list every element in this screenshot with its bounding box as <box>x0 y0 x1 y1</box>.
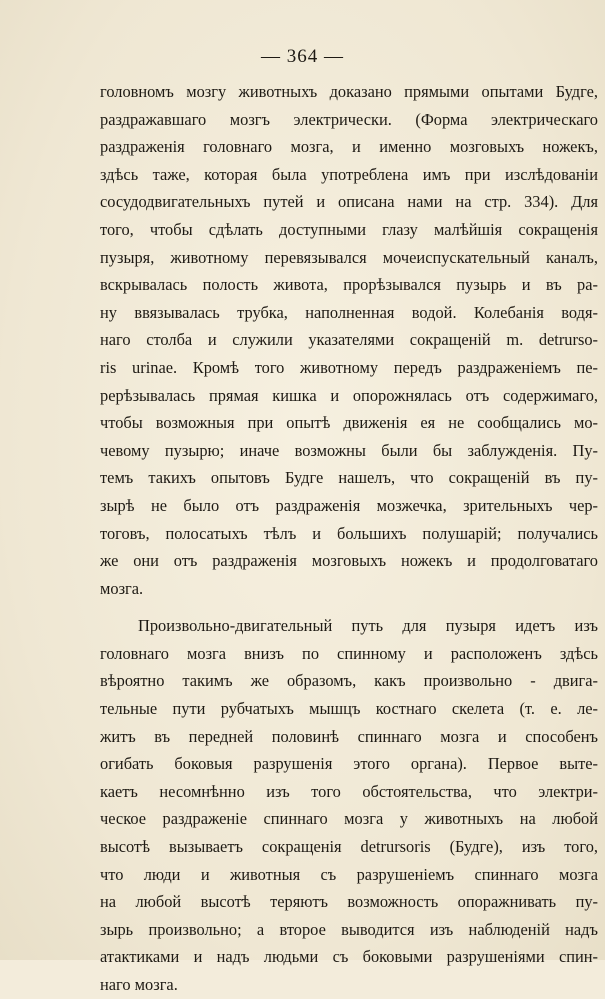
text-line: житъ въ передней половинѣ спиннаго мозга и способенъ <box>100 726 598 746</box>
text-line: тельные пути рубчатыхъ мышцъ костнаго скелета (т. е. ле- <box>100 699 598 719</box>
text-line: каетъ несомнѣнно изъ того обстоятельства, что электри- <box>100 781 598 801</box>
text-line: наго мозга. <box>100 975 178 994</box>
text-line: чтобы возможныя при опытѣ движенія ея не сообщались мо- <box>100 413 598 433</box>
text-line: тоговъ, полосатыхъ тѣлъ и большихъ полушарій; получались <box>100 523 598 543</box>
text-line: ческое раздраженіе спиннаго мозга у животныхъ на любой <box>100 809 598 829</box>
text-line: ну ввязывалась трубка, наполненная водой. Колебанія водя- <box>100 302 598 322</box>
text-line: здѣсь таже, которая была употреблена имъ при изслѣдованіи <box>100 164 598 184</box>
text-line: раздражавшаго мозгъ электрически. (Форма электрическаго <box>100 109 598 129</box>
text-line: раздраженія головнаго мозга, и именно мозговыхъ ножекъ, <box>100 137 598 157</box>
text-line: головнаго мозга внизъ по спинному и расположенъ здѣсь <box>100 643 598 663</box>
text-line: рерѣзывалась прямая кишка и опорожнялась отъ содержимаго, <box>100 385 598 405</box>
text-line: чевому пузырю; иначе возможны были бы заблужденія. Пу- <box>100 440 598 460</box>
text-line: пузыря, животному перевязывался мочеиспускательный каналъ, <box>100 247 598 267</box>
text-line: что люди и животныя съ разрушеніемъ спиннаго мозга <box>100 864 598 884</box>
text-line: мозга. <box>100 578 144 598</box>
body-text <box>100 78 598 999</box>
text-line: зырѣ не было отъ раздраженія мозжечка, зрительныхъ чер- <box>100 495 598 515</box>
paragraph-1 <box>100 78 598 602</box>
text-line: темъ такихъ опытовъ Будге нашелъ, что сокращеній въ пу- <box>100 468 598 488</box>
text-line: Произвольно-двигательный путь для пузыря идетъ изъ <box>138 616 598 636</box>
text-line: вскрывалась полость живота, прорѣзывался пузырь и въ ра- <box>100 275 598 295</box>
text-line: атактиками и надъ людьми съ боковыми разрушеніями спин- <box>100 947 598 967</box>
text-line: на любой высотѣ теряютъ возможность опоражнивать пу- <box>100 892 598 912</box>
text-line: ris urinae. Кромѣ того животному передъ раздраженіемъ пе- <box>100 357 598 377</box>
text-line: наго столба и служили указателями сокращеній m. detrursо- <box>100 330 598 350</box>
text-line: огибать боковыя разрушенія этого органа). Первое выте- <box>100 754 598 774</box>
text-line: же они отъ раздраженія мозговыхъ ножекъ и продолговатаго <box>100 551 598 571</box>
text-line: сосудодвигательныхъ путей и описана нами на стр. 334). Для <box>100 192 598 212</box>
text-line: головномъ мозгу животныхъ доказано прямыми опытами Будге, <box>100 82 598 101</box>
paragraph-2 <box>100 612 598 998</box>
text-line: того, чтобы сдѣлать доступными глазу малѣйшія сокращенія <box>100 219 598 239</box>
text-line: высотѣ вызываетъ сокращенія detrursoris (Будге), изъ того, <box>100 837 598 857</box>
text-line: вѣроятно такимъ же образомъ, какъ произвольно - двига- <box>100 671 598 691</box>
page-number: — 364 — <box>261 46 344 67</box>
text-line: зырь произвольно; а второе выводится изъ наблюденій надъ <box>100 919 598 939</box>
